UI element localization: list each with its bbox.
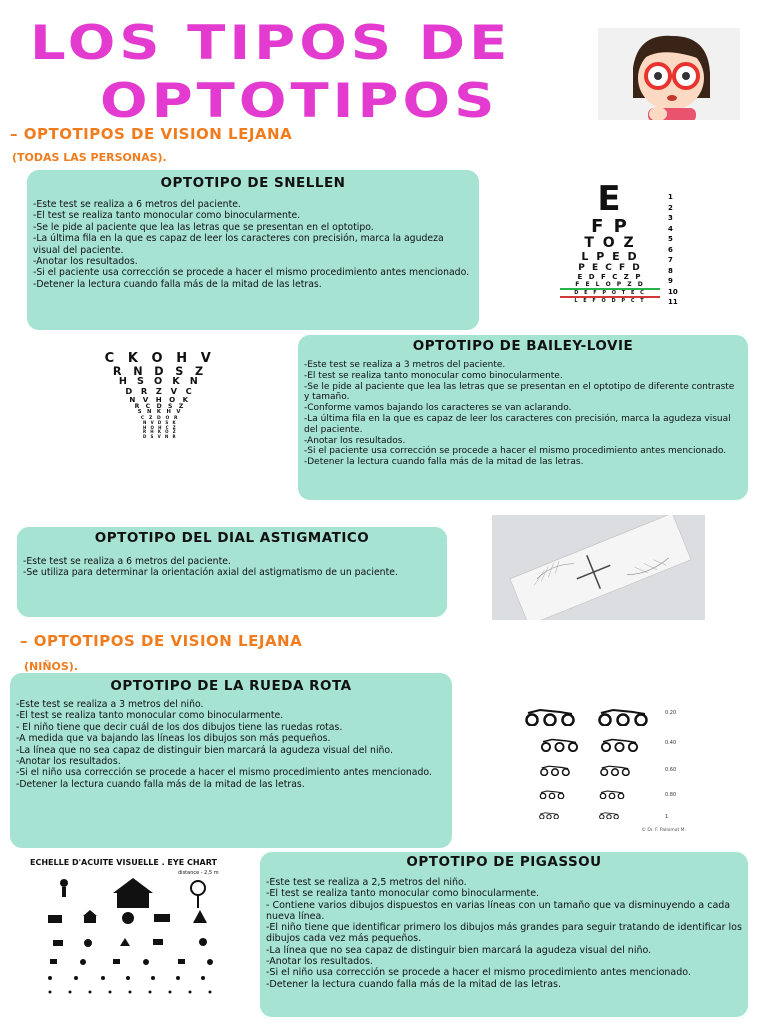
bailey-row: D R Z V C <box>125 386 195 397</box>
wheel-drawing <box>597 790 627 799</box>
bailey-line-1: -Este test se realiza a 3 metros del paciente. <box>304 360 506 370</box>
snellen-line-number: 9 <box>668 277 673 285</box>
card-snellen-title: OPTOTIPO DE SNELLEN <box>160 175 346 191</box>
wheel-drawing <box>597 765 633 776</box>
snellen-chart-image <box>560 179 680 317</box>
pigassou-chart-image <box>28 858 248 1003</box>
bailey-line-2: -El test se realiza tanto monocular como binocularmente. <box>304 370 563 381</box>
rueda-line-3: - El niño tiene que decir cuál de los dos dibujos tiene las ruedas rotas. <box>16 721 343 733</box>
snellen-line-number: 5 <box>668 235 673 243</box>
dial-line-2: -Se utiliza para determinar la orientación axial del astigmatismo de un paciente. <box>23 567 398 579</box>
bailey-row: R H K O Z <box>143 429 177 435</box>
bailey-line-3: -Se le pide al paciente que lea las letras que se presentan en el optotipo de diferente contraste y tamaño. <box>304 381 735 403</box>
card-dial-astigmatico <box>17 527 447 617</box>
wheel-drawing <box>537 765 573 776</box>
snellen-line-6: -Si el paciente usa corrección se procede a hacer el mismo procedimiento antes mencionado. <box>33 267 470 279</box>
snellen-line-number: 3 <box>668 214 673 222</box>
rueda-line-1: -Este test se realiza a 3 metros del niño. <box>16 699 204 710</box>
snellen-row: E <box>597 179 623 219</box>
wheel-drawing <box>537 812 561 819</box>
rueda-line-2: -El test se realiza tanto monocular como binocularmente. <box>16 710 284 722</box>
pigassou-line-3: - Contiene varios dibujos dispuestos en varias líneas con un tamaño que va disminuyendo a cada nueva línea. <box>266 899 731 922</box>
snellen-line-number: 7 <box>668 256 673 264</box>
card-pigassou-title: OPTOTIPO DE PIGASSOU <box>406 854 602 870</box>
wheel-drawing <box>537 790 567 799</box>
bailey-line-5: -La última fila en la que es capaz de leer los caracteres con precisión, marca la agudeza visual del paciente. <box>304 413 731 435</box>
snellen-line-number: 6 <box>668 245 673 254</box>
snellen-row: F P <box>591 216 629 237</box>
card-bailey-lovie <box>298 335 748 500</box>
pigassou-line-7: -Si el niño usa corrección se procede a hacer el mismo procedimiento antes mencionado. <box>266 967 691 979</box>
bailey-row: H S O K N <box>118 376 202 388</box>
wheel-drawing <box>537 738 582 752</box>
rueda-line-4: -A medida que va bajando las líneas los dibujos son más pequeños. <box>16 733 331 745</box>
snellen-row: L P E D <box>581 250 639 263</box>
page-title-line2: OPTOTIPOS <box>100 73 499 129</box>
bailey-row: C Z D O R <box>140 416 180 422</box>
rueda-acuity-value: 1 <box>665 814 669 820</box>
bailey-row: R N D S Z <box>112 364 208 378</box>
snellen-line-number: 8 <box>668 266 673 275</box>
card-rueda-rota <box>10 673 452 848</box>
pigassou-line-6: -Anotar los resultados. <box>266 956 373 968</box>
bailey-row: C K O H V <box>104 351 216 366</box>
snellen-line-number: 1 <box>668 193 673 201</box>
rueda-credit: © Dr. F. Pallomat M. <box>641 828 686 833</box>
rueda-acuity-value: 0.20 <box>665 710 677 716</box>
pigassou-header: ECHELLE D'ACUITE VISUELLE . EYE CHART <box>30 858 217 867</box>
rueda-line-8: -Detener la lectura cuando falla más de la mitad de las letras. <box>16 778 305 790</box>
pigassou-line-8: -Detener la lectura cuando falla más de la mitad de las letras. <box>266 978 562 990</box>
card-bailey-title: OPTOTIPO DE BAILEY-LOVIE <box>412 338 634 354</box>
rueda-line-6: -Anotar los resultados. <box>16 756 121 768</box>
bailey-row: N V H O K <box>129 395 191 405</box>
rueda-line-7: -Si el niño usa corrección se procede a hacer el mismo procedimiento antes mencionado. <box>16 767 432 779</box>
rueda-acuity-value: 0.80 <box>665 792 677 798</box>
card-snellen <box>27 170 479 330</box>
rueda-rota-chart-image <box>515 690 690 835</box>
bailey-line-6: -Anotar los resultados. <box>304 435 406 446</box>
section-heading-vision-lejana: – OPTOTIPOS DE VISION LEJANA <box>10 125 293 143</box>
snellen-line-7: -Detener la lectura cuando falla más de la mitad de las letras. <box>33 278 322 290</box>
snellen-line-4: -La última fila en la que es capaz de leer los caracteres con precisión, marca la agudeza visual del paciente. <box>33 233 444 256</box>
wheel-drawing <box>593 708 653 726</box>
snellen-row: D E F P O T E C <box>560 288 660 296</box>
pigassou-distance: distance - 2,5 m <box>178 870 219 876</box>
rueda-acuity-value: 0.40 <box>665 740 677 746</box>
bailey-row: N V D S K <box>143 420 177 426</box>
bailey-row: S N K H V <box>137 409 183 416</box>
bailey-lovie-chart-image <box>35 348 260 493</box>
card-pigassou <box>260 852 748 1017</box>
bailey-row: H O H C Z <box>142 424 178 430</box>
bailey-row: R C D S Z <box>134 402 186 410</box>
snellen-line-2: -El test se realiza tanto monocular como binocularmente. <box>33 210 301 222</box>
section-heading-vision-lejana-ninos: – OPTOTIPOS DE VISION LEJANA <box>20 632 303 650</box>
snellen-line-number: 4 <box>668 224 673 233</box>
dial-line-1: -Este test se realiza a 6 metros del paciente. <box>23 556 231 567</box>
page-title-line1: LOS TIPOS DE <box>30 15 512 71</box>
bailey-row: D S V N R <box>143 433 177 439</box>
section-sub-todas: (TODAS LAS PERSONAS). <box>12 151 167 164</box>
snellen-row: P E C F D <box>578 263 642 273</box>
girl-with-glasses-avatar <box>598 28 740 120</box>
snellen-line-number: 10 <box>668 287 678 296</box>
snellen-row: E D F C Z P <box>577 273 643 281</box>
pigassou-line-5: -La línea que no sea capaz de distinguir bien marcará la agudeza visual del niño. <box>266 944 652 956</box>
snellen-line-number: 11 <box>668 298 678 306</box>
wheel-drawing <box>597 812 621 819</box>
pigassou-line-2: -El test se realiza tanto monocular como binocularmente. <box>266 888 540 900</box>
bailey-line-7: -Si el paciente usa corrección se procede a hacer el mismo procedimiento antes mencionado. <box>304 446 727 457</box>
pigassou-line-1: -Este test se realiza a 2,5 metros del niño. <box>266 877 467 888</box>
pigassou-line-4: -El niño tiene que identificar primero los dibujos más grandes para seguir tratando de identificar los dibujos cada vez más pequeños. <box>266 922 742 945</box>
snellen-row: T O Z <box>584 235 636 251</box>
snellen-line-number: 2 <box>668 203 673 212</box>
snellen-line-3: -Se le pide al paciente que lea las letras que se presentan en el optotipo. <box>33 221 374 233</box>
card-dial-title: OPTOTIPO DEL DIAL ASTIGMATICO <box>94 530 370 546</box>
wheel-drawing <box>520 708 580 726</box>
card-rueda-title: OPTOTIPO DE LA RUEDA ROTA <box>110 678 352 694</box>
rueda-acuity-value: 0.60 <box>665 767 677 773</box>
dial-astigmatico-image <box>492 515 705 620</box>
snellen-row: F E L O P Z D <box>575 281 645 288</box>
snellen-line-1: -Este test se realiza a 6 metros del paciente. <box>33 199 241 210</box>
snellen-row: L E F O D P C T <box>560 296 660 304</box>
rueda-line-5: -La línea que no sea capaz de distinguir bien marcará la agudeza visual del niño. <box>16 744 393 756</box>
wheel-drawing <box>597 738 642 752</box>
snellen-line-5: -Anotar los resultados. <box>33 256 138 268</box>
bailey-line-8: -Detener la lectura cuando falla más de la mitad de las letras. <box>304 457 584 468</box>
section-sub-ninos: (NIÑOS). <box>24 660 79 673</box>
bailey-line-4: -Conforme vamos bajando los caracteres se van aclarando. <box>304 403 572 414</box>
